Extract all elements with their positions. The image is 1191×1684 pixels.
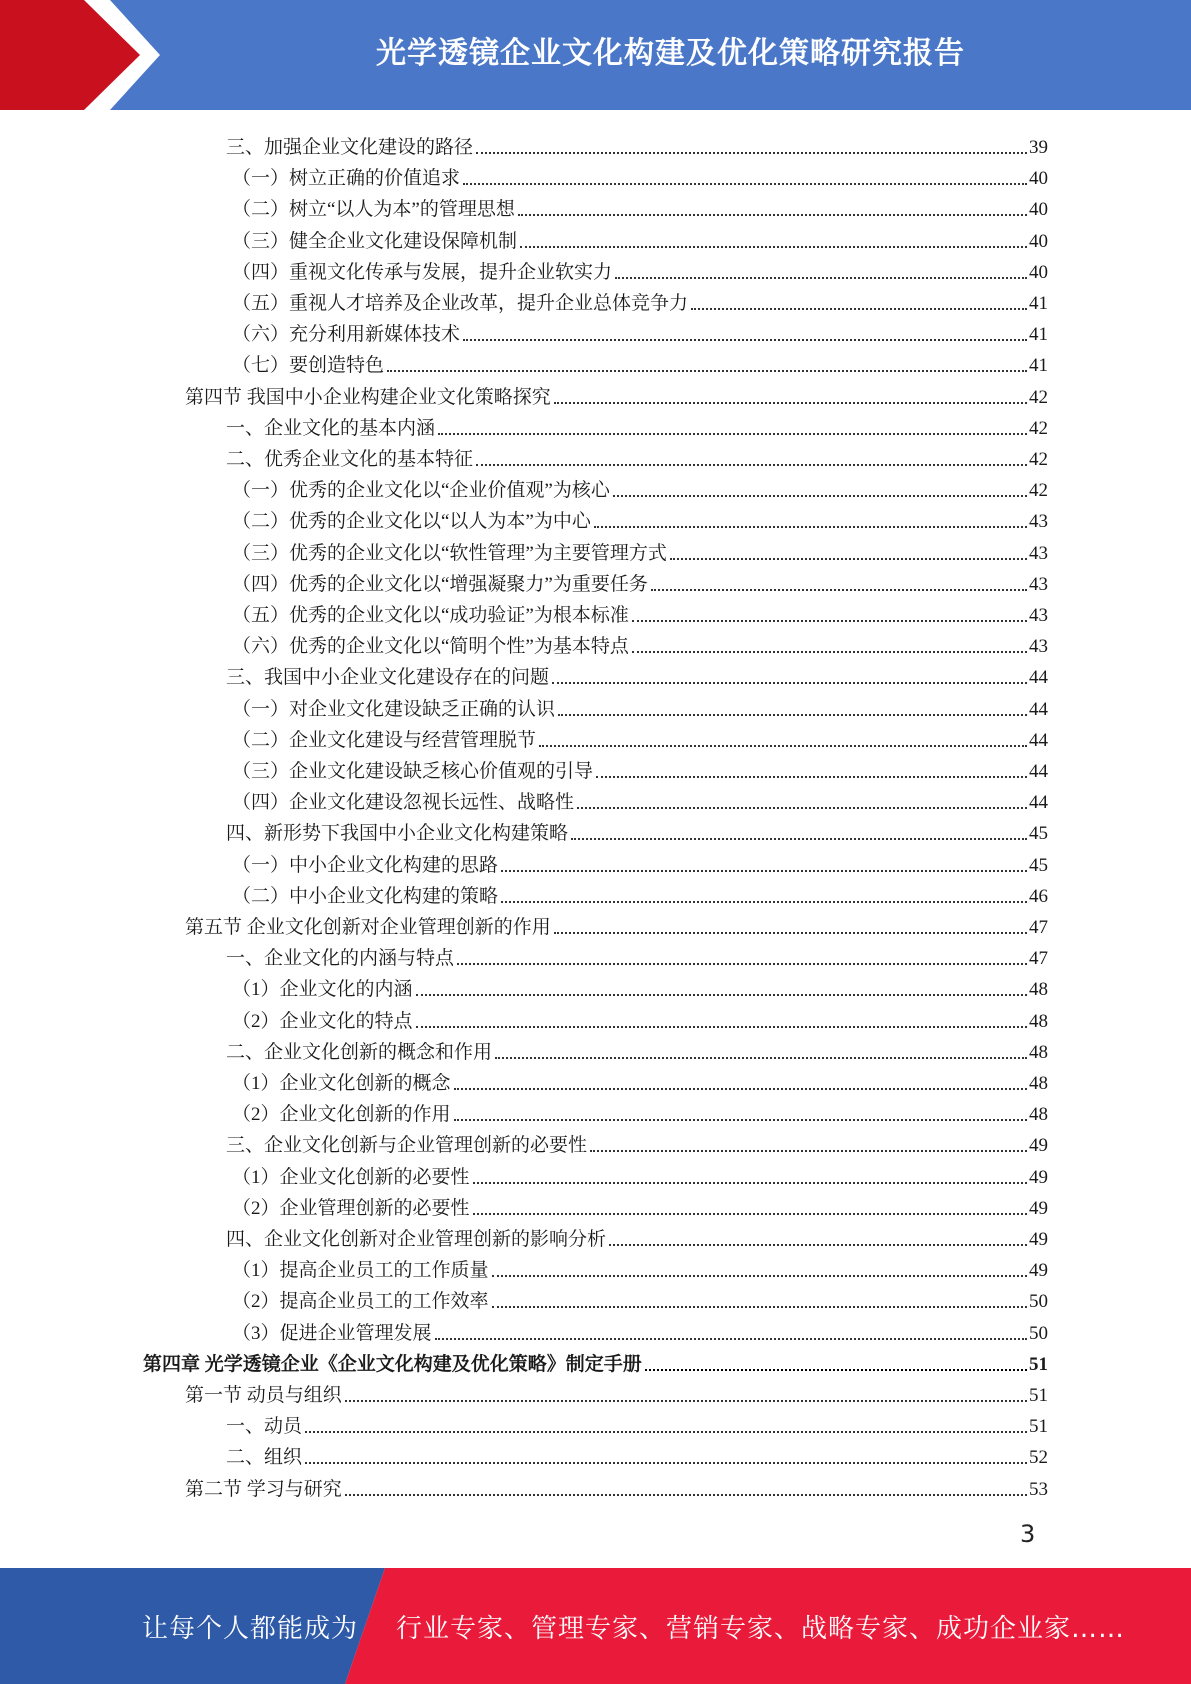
toc-dot-leader	[609, 1244, 1027, 1246]
footer-slogan-left: 让每个人都能成为	[142, 1613, 359, 1644]
toc-entry-title: 一、企业文化的基本内涵	[226, 417, 436, 439]
toc-dot-leader	[438, 433, 1027, 435]
toc-entry-page: 48	[1029, 979, 1048, 1001]
toc-entry-title: 第四章 光学透镜企业《企业文化构建及优化策略》制定手册	[143, 1353, 642, 1375]
toc-entry-title: 一、动员	[226, 1416, 303, 1438]
toc-entry[interactable]	[185, 909, 1048, 940]
toc-entry-page: 53	[1029, 1478, 1048, 1500]
toc-entry-title: （二）中小企业文化构建的策略	[232, 885, 499, 907]
toc-entry[interactable]	[232, 628, 1048, 659]
toc-entry-title: （二）树立“以人为本”的管理思想	[232, 199, 515, 221]
toc-entry-title: 三、企业文化创新与企业管理创新的必要性	[226, 1135, 588, 1157]
toc-dot-leader	[463, 183, 1027, 185]
toc-dot-leader	[501, 870, 1027, 872]
toc-entry-title: （一）对企业文化建设缺乏正确的认识	[232, 698, 556, 720]
toc-entry-title: （六）优秀的企业文化以“简明个性”为基本特点	[232, 636, 629, 658]
toc-entry-title: （四）优秀的企业文化以“增强凝聚力”为重要任务	[232, 573, 648, 595]
toc-entry[interactable]	[232, 472, 1048, 503]
toc-entry[interactable]	[232, 254, 1048, 285]
toc-dot-leader	[645, 1369, 1027, 1371]
toc-entry[interactable]	[226, 410, 1048, 441]
toc-entry-title: 四、企业文化创新对企业管理创新的影响分析	[226, 1229, 607, 1250]
toc-entry[interactable]	[232, 784, 1048, 815]
toc-dot-leader	[552, 682, 1027, 684]
toc-entry[interactable]	[232, 285, 1048, 316]
toc-entry-page: 39	[1029, 137, 1048, 158]
toc-dot-leader	[651, 589, 1027, 591]
toc-entry[interactable]	[232, 847, 1048, 878]
toc-entry[interactable]	[226, 940, 1048, 971]
toc-entry-page: 42	[1029, 417, 1048, 439]
toc-dot-leader	[492, 1275, 1027, 1277]
toc-entry[interactable]	[226, 659, 1048, 690]
toc-entry-title: （3）促进企业管理发展	[232, 1322, 432, 1344]
toc-dot-leader	[632, 651, 1027, 653]
toc-dot-leader	[476, 464, 1027, 466]
toc-entry-title: （2）企业文化创新的作用	[232, 1104, 451, 1126]
toc-entry-page: 43	[1029, 636, 1048, 658]
toc-entry-page: 43	[1029, 573, 1048, 595]
toc-dot-leader	[416, 1026, 1027, 1028]
toc-entry-page: 45	[1029, 854, 1048, 876]
toc-dot-leader	[520, 246, 1027, 248]
toc-entry-title: （2）企业管理创新的必要性	[232, 1197, 470, 1219]
toc-entry[interactable]	[232, 347, 1048, 378]
toc-entry-page: 40	[1029, 230, 1048, 252]
toc-entry-title: 四、新形势下我国中小企业文化构建策略	[226, 823, 569, 845]
toc-entry[interactable]	[226, 129, 1048, 160]
toc-entry-title: （四）重视文化传承与发展，提升企业软实力	[232, 261, 613, 283]
toc-dot-leader	[454, 1119, 1027, 1121]
toc-entry[interactable]	[232, 1159, 1048, 1190]
toc-entry-title: 二、企业文化创新的概念和作用	[226, 1041, 493, 1063]
toc-entry-title: （一）树立正确的价值追求	[232, 168, 461, 190]
toc-dot-leader	[554, 932, 1027, 934]
toc-entry-page: 40	[1029, 168, 1048, 190]
toc-entry-page: 48	[1029, 1104, 1048, 1126]
toc-entry-page: 52	[1029, 1447, 1048, 1469]
toc-entry-page: 44	[1029, 729, 1048, 751]
toc-entry-page: 47	[1029, 917, 1048, 938]
toc-entry[interactable]	[185, 1377, 1048, 1408]
toc-dot-leader	[457, 963, 1027, 965]
toc-dot-leader	[345, 1494, 1027, 1496]
toc-entry[interactable]	[143, 1346, 1048, 1377]
toc-entry-title: （五）优秀的企业文化以“成功验证”为根本标准	[232, 605, 629, 626]
toc-entry-title: （三）健全企业文化建设保障机制	[232, 230, 518, 252]
toc-entry-title: （二）企业文化建设与经营管理脱节	[232, 729, 537, 751]
toc-entry-title: 第四节 我国中小企业构建企业文化策略探究	[185, 386, 551, 408]
toc-dot-leader	[305, 1462, 1027, 1464]
toc-dot-leader	[577, 807, 1027, 809]
toc-dot-leader	[387, 370, 1027, 372]
toc-entry-title: 二、组织	[226, 1447, 303, 1469]
toc-entry-page: 50	[1029, 1291, 1048, 1313]
toc-entry[interactable]	[226, 815, 1048, 846]
toc-entry[interactable]	[232, 1096, 1048, 1127]
toc-entry-page: 43	[1029, 511, 1048, 533]
toc-dot-leader	[590, 1150, 1027, 1152]
toc-entry-page: 44	[1029, 698, 1048, 720]
toc-entry-page: 42	[1029, 449, 1048, 470]
toc-entry[interactable]	[232, 1190, 1048, 1221]
toc-entry-title: 第二节 学习与研究	[185, 1478, 342, 1500]
toc-entry-title: （1）企业文化创新的概念	[232, 1073, 451, 1094]
toc-entry-page: 44	[1029, 667, 1048, 689]
toc-entry[interactable]	[226, 1408, 1048, 1439]
toc-dot-leader	[594, 526, 1027, 528]
toc-entry-page: 48	[1029, 1010, 1048, 1032]
toc-entry[interactable]	[226, 1127, 1048, 1158]
toc-dot-leader	[571, 838, 1027, 840]
toc-entry-title: 三、我国中小企业文化建设存在的问题	[226, 667, 550, 689]
toc-entry[interactable]	[226, 441, 1048, 472]
toc-entry[interactable]	[185, 1471, 1048, 1502]
toc-entry[interactable]	[232, 753, 1048, 784]
toc-dot-leader	[473, 1182, 1027, 1184]
toc-entry[interactable]	[232, 1283, 1048, 1314]
toc-entry-title: （四）企业文化建设忽视长远性、战略性	[232, 792, 575, 814]
toc-entry-title: 第五节 企业文化创新对企业管理创新的作用	[185, 917, 551, 938]
toc-entry-page: 45	[1029, 823, 1048, 845]
toc-entry-title: 二、优秀企业文化的基本特征	[226, 449, 474, 470]
toc-entry-title: （三）企业文化建设缺乏核心价值观的引导	[232, 761, 594, 782]
toc-dot-leader	[416, 994, 1027, 996]
toc-entry-page: 51	[1029, 1416, 1048, 1438]
toc-entry-page: 41	[1029, 324, 1048, 346]
toc-entry-page: 49	[1029, 1229, 1048, 1250]
toc-entry-page: 40	[1029, 261, 1048, 283]
document-title: 光学透镜企业文化构建及优化策略研究报告	[376, 36, 965, 71]
toc-dot-leader	[454, 1088, 1027, 1090]
toc-entry-title: 三、加强企业文化建设的路径	[226, 137, 474, 158]
toc-entry-page: 43	[1029, 605, 1048, 626]
toc-entry[interactable]	[185, 379, 1048, 410]
toc-entry[interactable]	[232, 722, 1048, 753]
toc-entry[interactable]	[232, 1252, 1048, 1283]
toc-entry-page: 49	[1029, 1260, 1048, 1282]
toc-entry-page: 49	[1029, 1197, 1048, 1219]
toc-entry-page: 44	[1029, 761, 1048, 782]
toc-entry-page: 51	[1029, 1385, 1048, 1406]
toc-entry[interactable]	[232, 316, 1048, 347]
toc-dot-leader	[345, 1400, 1027, 1402]
toc-entry[interactable]	[232, 566, 1048, 597]
toc-dot-leader	[670, 558, 1027, 560]
toc-dot-leader	[596, 776, 1027, 778]
toc-dot-leader	[615, 277, 1027, 279]
toc-entry-page: 43	[1029, 542, 1048, 564]
toc-entry[interactable]	[232, 691, 1048, 722]
toc-entry-title: （1）提高企业员工的工作质量	[232, 1260, 489, 1282]
toc-entry-title: （2）企业文化的特点	[232, 1010, 413, 1032]
toc-entry[interactable]	[226, 1221, 1048, 1252]
page-number: 3	[1020, 1520, 1036, 1548]
toc-entry-title: （一）优秀的企业文化以“企业价值观”为核心	[232, 480, 610, 502]
toc-entry-page: 41	[1029, 355, 1048, 377]
toc-entry[interactable]	[232, 597, 1048, 628]
toc-entry-title: （2）提高企业员工的工作效率	[232, 1291, 489, 1313]
toc-dot-leader	[518, 214, 1027, 216]
toc-entry-page: 40	[1029, 199, 1048, 221]
toc-entry-page: 42	[1029, 480, 1048, 502]
toc-entry[interactable]	[226, 1034, 1048, 1065]
toc-dot-leader	[558, 714, 1027, 716]
toc-entry[interactable]	[232, 535, 1048, 566]
toc-entry-page: 47	[1029, 948, 1048, 970]
toc-dot-leader	[632, 620, 1027, 622]
toc-entry-title: （1）企业文化的内涵	[232, 979, 413, 1001]
toc-entry[interactable]	[232, 160, 1048, 191]
toc-dot-leader	[305, 1431, 1027, 1433]
toc-entry-title: （五）重视人才培养及企业改革，提升企业总体竞争力	[232, 293, 689, 314]
toc-entry[interactable]	[232, 878, 1048, 909]
toc-entry-page: 42	[1029, 386, 1048, 408]
page-footer	[0, 1568, 1191, 1684]
toc-entry-page: 51	[1029, 1353, 1048, 1375]
toc-entry-title: （二）优秀的企业文化以“以人为本”为中心	[232, 511, 591, 533]
toc-dot-leader	[539, 745, 1027, 747]
toc-dot-leader	[492, 1306, 1027, 1308]
toc-dot-leader	[613, 495, 1027, 497]
toc-entry-title: 第一节 动员与组织	[185, 1385, 342, 1406]
toc-dot-leader	[495, 1057, 1027, 1059]
toc-entry-page: 46	[1029, 885, 1048, 907]
toc-entry-title: 一、企业文化的内涵与特点	[226, 948, 455, 970]
toc-dot-leader	[473, 1213, 1027, 1215]
toc-entry-title: （七）要创造特色	[232, 355, 385, 377]
toc-entry-page: 44	[1029, 792, 1048, 814]
toc-entry-title: （三）优秀的企业文化以“软性管理”为主要管理方式	[232, 542, 667, 564]
toc-entry[interactable]	[232, 1065, 1048, 1096]
toc-entry[interactable]	[226, 1439, 1048, 1470]
toc-entry-page: 50	[1029, 1322, 1048, 1344]
toc-entry-title: （1）企业文化创新的必要性	[232, 1166, 470, 1188]
toc-dot-leader	[501, 901, 1027, 903]
footer-slogan-right: 行业专家、管理专家、营销专家、战略专家、成功企业家……	[396, 1613, 1126, 1644]
toc-entry-page: 48	[1029, 1073, 1048, 1094]
toc-entry-page: 49	[1029, 1135, 1048, 1157]
toc-entry[interactable]	[232, 223, 1048, 254]
toc-entry-page: 49	[1029, 1166, 1048, 1188]
toc-dot-leader	[554, 402, 1027, 404]
toc-entry-title: （一）中小企业文化构建的思路	[232, 854, 499, 876]
toc-entry-title: （六）充分利用新媒体技术	[232, 324, 461, 346]
toc-entry[interactable]	[232, 1315, 1048, 1346]
toc-dot-leader	[463, 339, 1027, 341]
toc-entry-page: 41	[1029, 293, 1048, 314]
toc-dot-leader	[435, 1338, 1027, 1340]
page-header	[0, 0, 1191, 110]
toc-entry[interactable]	[232, 971, 1048, 1002]
toc-entry[interactable]	[232, 191, 1048, 222]
toc-entry[interactable]	[232, 503, 1048, 534]
toc-entry[interactable]	[232, 1003, 1048, 1034]
toc-dot-leader	[476, 152, 1027, 154]
toc-dot-leader	[691, 308, 1027, 310]
toc-entry-page: 48	[1029, 1041, 1048, 1063]
